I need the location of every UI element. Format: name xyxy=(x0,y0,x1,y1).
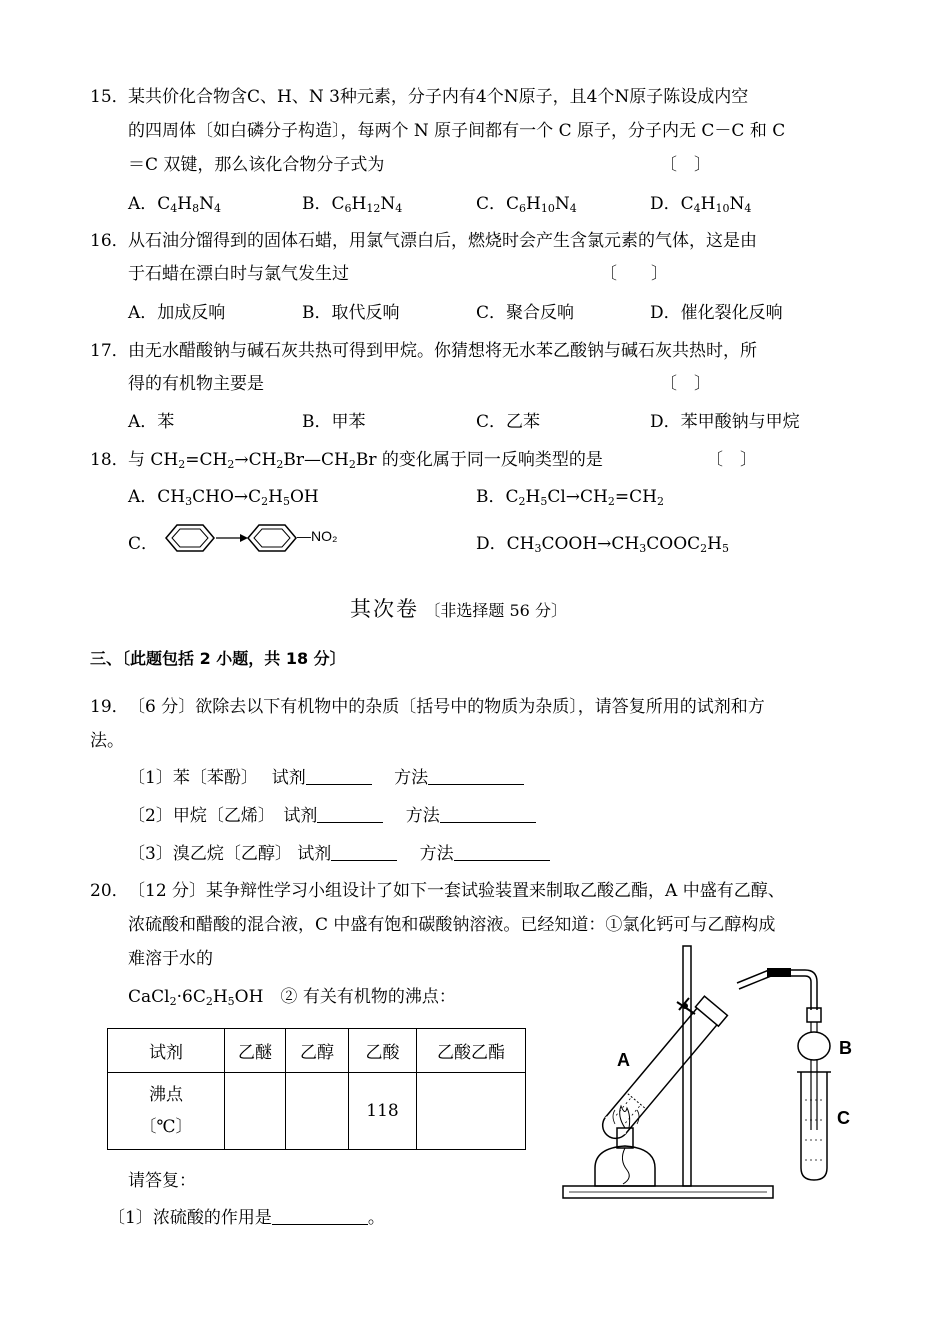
q20-number: 20． xyxy=(90,881,129,901)
q18-option-d: D．$CH_3COOH\to CH_3COOC_2H_5$ xyxy=(476,534,729,555)
flame-icon xyxy=(620,1106,630,1128)
q17-option-b: B．甲苯 xyxy=(302,412,366,432)
q19-item-1: 〔1〕苯〔苯酚〕 试剂 方法 xyxy=(128,767,524,789)
stand-rod xyxy=(683,946,691,1186)
q16-line1: 从石油分馏得到的固体石蜡，用氯气漂白后，燃烧时会产生含氯元素的气体，这是由 xyxy=(128,231,757,251)
q16-answer-paren: 〔 〕 xyxy=(600,264,668,284)
label-b: B xyxy=(839,1038,852,1058)
q20-line3: 难溶于水的 xyxy=(128,949,213,969)
q15-line1: 某共价化合物含C、H、N 3种元素，分子内有4个N原子，且4个N原子陈设成内空 xyxy=(128,87,749,107)
q20-line4: $CaCl_2\cdot 6C_2H_5OH$ ② 有关有机物的沸点： xyxy=(128,987,456,1008)
test-tube-c xyxy=(801,1072,827,1180)
q19-line1: 〔6 分〕欲除去以下有机物中的杂质〔括号中的物质为杂质〕，请答复所用的试剂和方 xyxy=(128,697,765,717)
section3-title: 三、〔此题包括 2 小题，共 18 分〕 xyxy=(90,649,346,668)
label-a: A xyxy=(617,1050,630,1070)
table-header: 乙醇 xyxy=(286,1029,349,1073)
q18-number: 18． xyxy=(90,450,129,470)
q16-option-c: C．聚合反响 xyxy=(476,303,575,323)
q20-sub1-blank[interactable] xyxy=(272,1208,368,1225)
q20-sub1: 〔1〕浓硫酸的作用是 。 xyxy=(108,1208,385,1228)
q19-1-method-blank[interactable] xyxy=(428,768,524,785)
q20-answer-prompt: 请答复： xyxy=(128,1171,196,1191)
table-cell xyxy=(225,1073,286,1150)
q17-option-c: C．乙苯 xyxy=(476,412,541,432)
q17-option-d: D．苯甲酸钠与甲烷 xyxy=(650,412,800,432)
q15-number: 15． xyxy=(90,87,129,107)
tube-joint xyxy=(767,968,791,977)
benzene-ring-1-inner xyxy=(172,529,208,547)
q18-stem: 与 $CH_2=CH_2\to CH_2Br—CH_2Br$ 的变化属于同一反响类型的是 xyxy=(128,450,603,471)
label-c: C xyxy=(837,1108,850,1128)
q18-option-c-label: C． xyxy=(128,534,159,554)
q15-option-a: A．$C_4H_8N_4$ xyxy=(128,194,221,215)
q15-line3: ＝C 双键，那么该化合物分子式为 xyxy=(128,155,385,175)
q16-number: 16． xyxy=(90,231,129,251)
q19-line2: 法。 xyxy=(90,731,124,751)
arrow-head-icon xyxy=(240,534,248,542)
q19-item-2: 〔2〕甲烷〔乙烯〕 试剂 方法 xyxy=(128,805,536,827)
table-cell: 118 xyxy=(349,1073,417,1150)
q15-option-c: C．$C_6H_{10}N_4$ xyxy=(476,194,577,215)
benzene-ring-2-inner xyxy=(254,529,290,547)
part2-heading: 其次卷 〔非选择题 56 分〕 xyxy=(350,597,567,621)
stopper-a xyxy=(695,996,727,1026)
q19-2-method-blank[interactable] xyxy=(440,806,536,823)
q17-option-a: A．苯 xyxy=(128,412,175,432)
q19-3-method-blank[interactable] xyxy=(454,844,550,861)
q19-item-3: 〔3〕溴乙烷〔乙醇〕 试剂 方法 xyxy=(128,843,550,865)
q15-answer-paren: 〔 〕 xyxy=(660,155,711,175)
q18-answer-paren: 〔 〕 xyxy=(706,450,757,470)
q17-number: 17． xyxy=(90,341,129,361)
stopper-b xyxy=(807,1008,821,1022)
table-header: 乙酸乙酯 xyxy=(417,1029,526,1073)
test-tube-a xyxy=(596,996,728,1145)
q16-option-b: B．取代反响 xyxy=(302,303,400,323)
nitro-group-label: —NO₂ xyxy=(297,528,338,544)
q17-answer-paren: 〔 〕 xyxy=(660,374,711,394)
q18-option-b: B．$C_2H_5Cl\to CH_2=CH_2$ xyxy=(476,487,664,508)
q20-line2: 浓硫酸和醋酸的混合液，C 中盛有饱和碳酸钠溶液。已经知道：①氯化钙可与乙醇构成 xyxy=(128,915,776,935)
q19-2-reagent-blank[interactable] xyxy=(317,806,383,823)
table-header: 试剂 xyxy=(108,1029,225,1073)
q19-3-reagent-blank[interactable] xyxy=(331,844,397,861)
q17-line2: 得的有机物主要是 xyxy=(128,374,264,394)
q20-line1: 〔12 分〕某争辩性学习小组设计了如下一套试验装置来制取乙酸乙酯，A 中盛有乙醇、 xyxy=(128,881,785,901)
q18-option-a: A．$CH_3CHO\to C_2H_5OH$ xyxy=(128,487,319,508)
q16-line2: 于石蜡在漂白时与氯气发生过 xyxy=(128,264,349,284)
apparatus-diagram xyxy=(555,940,885,1205)
q17-line1: 由无水醋酸钠与碱石灰共热可得到甲烷。你猜想将无水苯乙酸钠与碱石灰共热时，所 xyxy=(128,341,757,361)
table-header: 乙醚 xyxy=(225,1029,286,1073)
boiling-point-table xyxy=(107,1028,526,1150)
q19-number: 19． xyxy=(90,697,129,717)
drying-bulb-b xyxy=(798,1032,830,1060)
q15-option-b: B．$C_6H_{12}N_4$ xyxy=(302,194,403,215)
q16-option-a: A．加成反响 xyxy=(128,303,226,323)
q15-option-d: D．$C_4H_{10}N_4$ xyxy=(650,194,752,215)
q19-1-reagent-blank[interactable] xyxy=(306,768,372,785)
table-row-label: 沸点 〔℃〕 xyxy=(108,1073,225,1150)
alcohol-lamp-icon xyxy=(595,1146,655,1186)
table-cell xyxy=(417,1073,526,1150)
q15-line2: 的四周体〔如白磷分子构造〕，每两个 N 原子间都有一个 C 原子，分子内无 C－C 和 C xyxy=(128,121,786,141)
benzene-nitration-diagram xyxy=(160,518,360,562)
q16-option-d: D．催化裂化反响 xyxy=(650,303,783,323)
table-header: 乙酸 xyxy=(349,1029,417,1073)
table-cell xyxy=(286,1073,349,1150)
